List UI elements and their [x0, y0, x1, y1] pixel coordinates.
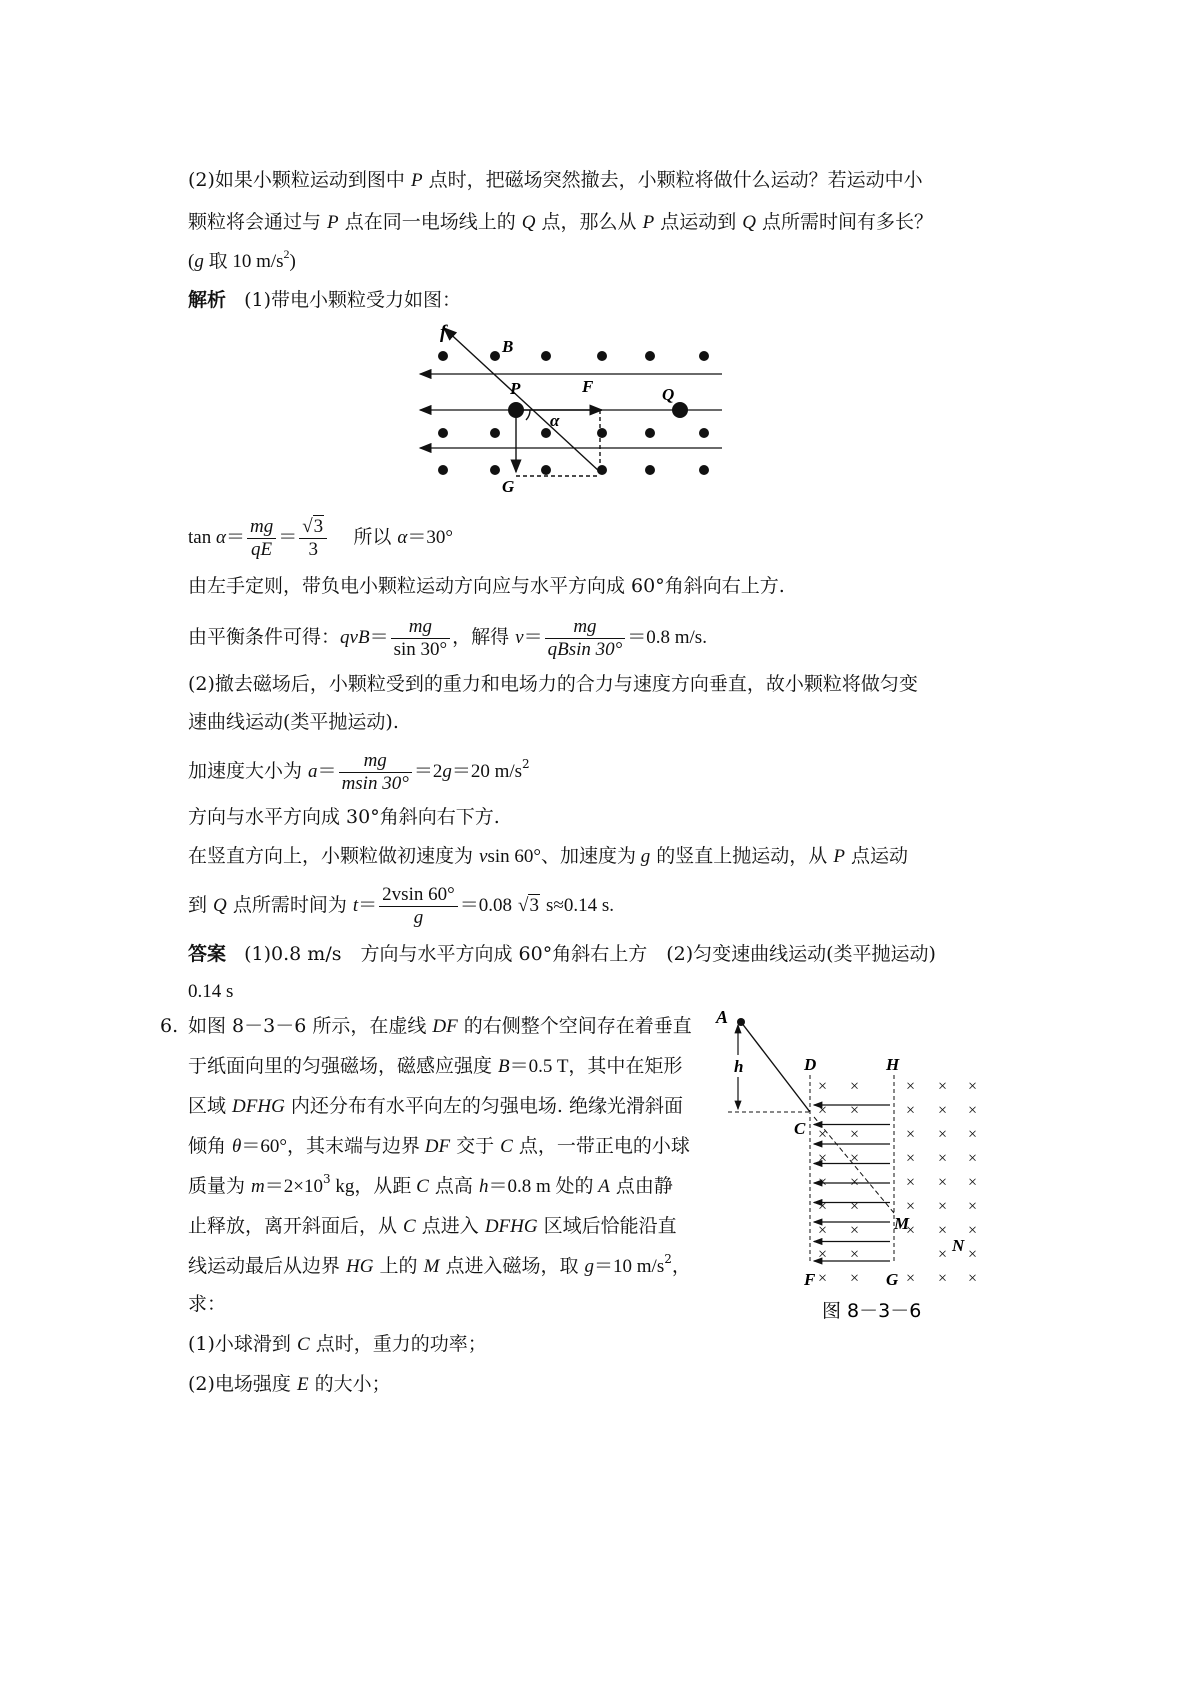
magnetic-cross: × [818, 1246, 828, 1263]
magnetic-cross: × [906, 1174, 916, 1191]
time-equation: 到 Q 点所需时间为 t＝ $\frac{2vsin 60^\circ}{g}$ ＝0.08 √3 s≈0.14 s. [188, 883, 614, 928]
magnetic-cross: × [968, 1150, 978, 1167]
label-C: C [794, 1119, 806, 1138]
tan-equation: tan α＝ $\frac{mg}{qE}$ ＝ $\frac{√3}{3}$ 所以 α＝30° [188, 515, 453, 560]
magnetic-cross: × [906, 1150, 916, 1167]
q6-line-3: 区域 DFHG 内还分布有水平向左的匀强电场. 绝缘光滑斜面 [188, 1095, 683, 1117]
magnetic-cross: × [968, 1270, 978, 1287]
q6-line-4: 倾角 θ＝60°，其末端与边界 DF 交于 C 点，一带正电的小球 [188, 1135, 690, 1157]
balance-equation: 由平衡条件可得：qvB＝ $\frac{mg}{\sin 30^\circ}$ ，解得 v＝ $\frac{mg}{qBsin 30^\circ}$ ＝0.8 m/s. [188, 615, 707, 660]
magnetic-cross: × [938, 1198, 948, 1215]
magnetic-cross: × [938, 1078, 948, 1095]
label-B: B [502, 337, 514, 356]
force-f-arrow [444, 328, 600, 472]
answer-heading: 答案 [188, 943, 227, 965]
solution-heading-line: 解析 (1)带电小颗粒受力如图： [188, 289, 462, 311]
label-G: G [502, 477, 515, 496]
label-Q: Q [662, 385, 675, 404]
q6-line-1: 如图 8－3－6 所示，在虚线 DF 的右侧整个空间存在着垂直 [188, 1015, 692, 1037]
magnetic-cross: × [906, 1222, 916, 1239]
left-hand-rule: 由左手定则，带负电小颗粒运动方向应与水平方向成 60°角斜向右上方. [188, 575, 785, 597]
magnetic-cross: × [938, 1270, 948, 1287]
magnetic-cross: × [850, 1270, 860, 1287]
magnetic-cross: × [968, 1102, 978, 1119]
q6-line-5: 质量为 $m=2\times 10^3$ kg，从距 C 点高 h＝0.8 m 处的 A 点由静 [188, 1172, 673, 1197]
figure-8-3-6 [710, 995, 1000, 1322]
magnetic-cross: × [938, 1150, 948, 1167]
magnetic-cross: × [850, 1222, 860, 1239]
magnetic-cross: × [850, 1078, 860, 1095]
figure-caption: 图 8－3－6 [822, 1300, 922, 1322]
magnetic-cross: × [818, 1150, 828, 1167]
field-dots [438, 351, 709, 475]
acceleration-equation: 加速度大小为 a＝ $\frac{mg}{msin 30^\circ}$ ＝2g＝20 $m/s^2$ [188, 749, 530, 794]
direction-line: 方向与水平方向成 30°角斜向右下方. [188, 806, 500, 828]
magnetic-cross: × [818, 1102, 828, 1119]
q6-line-7: 线运动最后从边界 HG 上的 M 点进入磁场，取 g＝10 $m/s^2$， [188, 1252, 691, 1277]
q6-number: 6. [160, 1015, 179, 1037]
magnetic-cross: × [818, 1198, 828, 1215]
part2-line-2: 速曲线运动(类平抛运动). [188, 711, 399, 733]
q6-line-2: 于纸面向里的匀强磁场，磁感应强度 B＝0.5 T，其中在矩形 [188, 1055, 683, 1077]
magnetic-cross: × [818, 1078, 828, 1095]
force-diagram [410, 320, 740, 500]
label-M: M [894, 1214, 910, 1233]
magnetic-cross: × [938, 1102, 948, 1119]
magnetic-cross: × [850, 1126, 860, 1143]
label-H: H [886, 1055, 900, 1074]
magnetic-cross: × [968, 1078, 978, 1095]
magnetic-cross: × [906, 1198, 916, 1215]
magnetic-cross: × [818, 1222, 828, 1239]
part2-line-1: (2)撤去磁场后，小颗粒受到的重力和电场力的合力与速度方向垂直，故小颗粒将做匀变 [188, 673, 918, 695]
magnetic-cross: × [850, 1174, 860, 1191]
answer-line-2: 0.14 s [188, 981, 234, 1002]
label-h: h [734, 1057, 744, 1076]
magnetic-cross: × [906, 1270, 916, 1287]
label-A: A [716, 1007, 729, 1027]
magnetic-cross: × [938, 1246, 948, 1263]
label-G: G [886, 1270, 899, 1289]
label-N: N [952, 1236, 965, 1255]
magnetic-cross: × [818, 1126, 828, 1143]
magnetic-cross: × [906, 1078, 916, 1095]
magnetic-cross: × [818, 1174, 828, 1191]
incline [741, 1022, 810, 1112]
magnetic-cross: × [906, 1126, 916, 1143]
solution-heading: 解析 [188, 289, 227, 311]
q6-sub-1: (1)小球滑到 C 点时，重力的功率； [188, 1333, 487, 1355]
label-F: F [804, 1270, 816, 1289]
answer-line-1: 答案 (1)0.8 m/s 方向与水平方向成 60°角斜右上方 (2)匀变速曲线运动(类平抛运动) [188, 943, 936, 965]
magnetic-cross: × [968, 1174, 978, 1191]
label-f: f [440, 322, 447, 343]
magnetic-cross: × [938, 1174, 948, 1191]
q2-line-2: 颗粒将会通过与 P 点在同一电场线上的 Q 点，那么从 P 点运动到 Q 点所需时间有多长？ [188, 211, 934, 233]
particle-P [508, 402, 524, 418]
q6-line-8: 求： [188, 1293, 227, 1315]
vertical-motion-line: 在竖直方向上，小颗粒做初速度为 vsin 60°、加速度为 g 的竖直上抛运动，从 P 点运动 [188, 845, 909, 867]
label-P: P [510, 379, 521, 398]
q6-line-6: 止释放，离开斜面后，从 C 点进入 DFHG 区域后恰能沿直 [188, 1215, 677, 1237]
label-D: D [804, 1055, 817, 1074]
magnetic-cross: × [968, 1222, 978, 1239]
magnetic-cross: × [850, 1246, 860, 1263]
magnetic-cross: × [850, 1150, 860, 1167]
q2-line-3: (g 取 10 $m/s^2$) [188, 247, 296, 272]
magnetic-cross: × [850, 1102, 860, 1119]
magnetic-cross: × [968, 1198, 978, 1215]
magnetic-cross: × [938, 1126, 948, 1143]
magnetic-cross: × [906, 1102, 916, 1119]
label-alpha: α [550, 411, 560, 430]
magnetic-cross: × [850, 1198, 860, 1215]
magnetic-cross: × [968, 1246, 978, 1263]
q2-line-1: (2)如果小颗粒运动到图中 P 点时，把磁场突然撤去，小颗粒将做什么运动？若运动中小 [188, 169, 923, 191]
label-F: F [582, 377, 594, 396]
magnetic-cross: × [818, 1270, 828, 1287]
q6-sub-2: (2)电场强度 E 的大小； [188, 1373, 391, 1395]
magnetic-cross: × [938, 1222, 948, 1239]
magnetic-cross: × [968, 1126, 978, 1143]
particle-Q [672, 402, 688, 418]
